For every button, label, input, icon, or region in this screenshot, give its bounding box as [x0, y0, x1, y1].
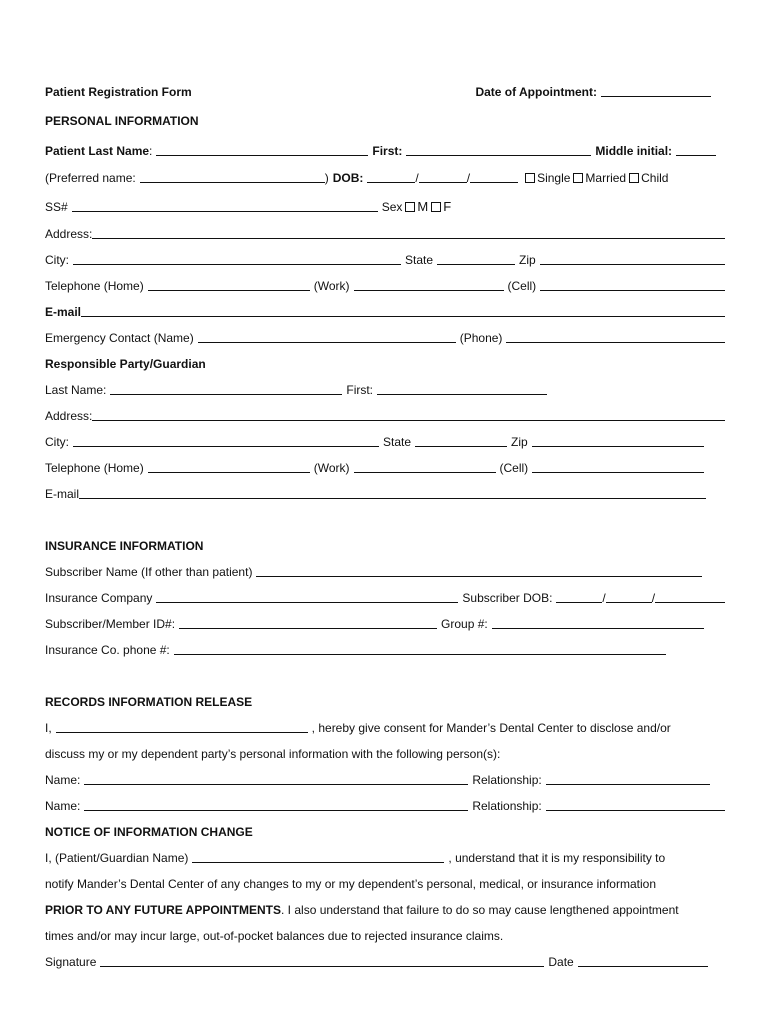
patient-city-row: [45, 250, 725, 268]
notice-guardian-row: [45, 848, 725, 866]
consent-row: [45, 718, 725, 736]
signature-label: Signature: [45, 955, 97, 969]
insurance-company-field[interactable]: [156, 602, 458, 603]
subscriber-name-row: [45, 562, 725, 580]
guardian-work-phone-field[interactable]: [354, 472, 496, 473]
paren-close-text: ): [324, 171, 329, 185]
insurance-heading: INSURANCE INFORMATION: [45, 539, 204, 553]
notice-understand-text: , understand that it is my responsibility to: [448, 851, 666, 865]
guardian-city-field[interactable]: [73, 446, 379, 447]
sex-male-checkbox[interactable]: [405, 202, 415, 212]
guardian-home-phone-label: Telephone (Home): [45, 461, 144, 475]
slash-text: /: [415, 171, 419, 185]
guardian-name-row: [45, 380, 725, 398]
dob-day-field[interactable]: [419, 182, 467, 183]
sex-male-label: M: [417, 199, 429, 214]
consent-name-field[interactable]: [56, 732, 308, 733]
group-number-field[interactable]: [492, 628, 704, 629]
guardian-cell-phone-label: (Cell): [499, 461, 529, 475]
patient-home-phone-label: Telephone (Home): [45, 279, 144, 293]
patient-zip-field[interactable]: [540, 264, 725, 265]
patient-zip-label: Zip: [519, 253, 536, 267]
release-relationship-2-field[interactable]: [546, 810, 725, 811]
guardian-zip-label: Zip: [511, 435, 528, 449]
consent-text: , hereby give consent for Mander’s Dental Center to disclose and/or: [311, 721, 671, 735]
signature-date-label: Date: [548, 955, 574, 969]
guardian-address-row: [45, 406, 725, 424]
ss-label: SS#: [45, 200, 68, 214]
guardian-phone-row: [45, 458, 725, 476]
guardian-heading: Responsible Party/Guardian: [45, 357, 206, 371]
guardian-address-field[interactable]: [92, 420, 725, 421]
records-heading-row: [45, 692, 725, 710]
guardian-email-field[interactable]: [79, 498, 706, 499]
slash-text: /: [466, 171, 471, 185]
patient-city-label: City:: [45, 253, 69, 267]
guardian-state-field[interactable]: [415, 446, 507, 447]
subscriber-dob-day-field[interactable]: [606, 602, 652, 603]
form-header: [45, 82, 725, 100]
insurance-company-row: [45, 588, 725, 606]
sex-female-checkbox[interactable]: [431, 202, 441, 212]
notice-line3-row: [45, 900, 725, 918]
release-relationship-1-label: Relationship:: [472, 773, 542, 787]
patient-work-phone-label: (Work): [313, 279, 350, 293]
patient-address-field[interactable]: [92, 238, 725, 239]
guardian-city-row: [45, 432, 725, 450]
release-relationship-2-label: Relationship:: [472, 799, 542, 813]
patient-home-phone-field[interactable]: [148, 290, 310, 291]
guardian-zip-field[interactable]: [532, 446, 704, 447]
sex-label: Sex: [381, 200, 403, 214]
subscriber-dob-year-field[interactable]: [655, 602, 725, 603]
personal-info-heading: PERSONAL INFORMATION: [45, 114, 199, 128]
personal-info-heading-row: [45, 111, 725, 129]
insurance-phone-label: Insurance Co. phone #:: [45, 643, 170, 657]
release-name-1-field[interactable]: [84, 784, 468, 785]
notice-heading: NOTICE OF INFORMATION CHANGE: [45, 825, 253, 839]
appointment-date-label: Date of Appointment:: [475, 85, 597, 99]
patient-last-name-label: Patient Last Name: [45, 144, 150, 158]
guardian-city-label: City:: [45, 435, 69, 449]
emergency-contact-label: Emergency Contact (Name): [45, 331, 194, 345]
subscriber-dob-label: Subscriber DOB:: [462, 591, 553, 605]
ss-field[interactable]: [72, 211, 378, 212]
notice-heading-row: [45, 822, 725, 840]
colon-text: :: [149, 144, 153, 158]
married-label: Married: [585, 171, 627, 185]
married-checkbox[interactable]: [573, 173, 583, 183]
patient-email-row: [45, 302, 725, 320]
patient-first-name-field[interactable]: [406, 155, 591, 156]
release-name-2-field[interactable]: [84, 810, 468, 811]
emergency-contact-name-field[interactable]: [198, 342, 456, 343]
subscriber-dob-month-field[interactable]: [556, 602, 602, 603]
guardian-work-phone-label: (Work): [313, 461, 350, 475]
guardian-address-label: Address:: [45, 409, 93, 423]
sex-female-label: F: [443, 199, 452, 214]
preferred-dob-row: [45, 168, 725, 186]
insurance-phone-field[interactable]: [174, 654, 666, 655]
signature-row: [45, 952, 725, 970]
preferred-name-field[interactable]: [140, 182, 325, 183]
emergency-phone-field[interactable]: [506, 342, 725, 343]
release-name-1-label: Name:: [45, 773, 81, 787]
dob-label: DOB:: [332, 171, 364, 185]
guardian-home-phone-field[interactable]: [148, 472, 310, 473]
consent-line2-row: [45, 744, 725, 762]
guardian-email-label: E-mail: [45, 487, 80, 501]
patient-middle-initial-field[interactable]: [676, 155, 716, 156]
insurance-heading-row: [45, 536, 725, 554]
patient-cell-phone-field[interactable]: [540, 290, 725, 291]
notice-line2-row: [45, 874, 725, 892]
records-heading: RECORDS INFORMATION RELEASE: [45, 695, 253, 709]
consent-prefix: I,: [45, 721, 52, 735]
patient-name-row: [45, 141, 725, 159]
guardian-state-label: State: [383, 435, 412, 449]
notice-line4: times and/or may incur large, out-of-pocket balances due to rejected insurance claims.: [45, 929, 504, 943]
guardian-first-name-field[interactable]: [377, 394, 547, 395]
notice-line3-rest: . I also understand that failure to do so may cause lengthened appointment: [281, 903, 679, 917]
release-relationship-1-field[interactable]: [546, 784, 710, 785]
guardian-heading-row: [45, 354, 725, 372]
dob-year-field[interactable]: [470, 182, 518, 183]
insurance-phone-row: [45, 640, 725, 658]
emergency-contact-row: [45, 328, 725, 346]
consent-line2: discuss my or my dependent party’s personal information with the following person(s):: [45, 747, 501, 761]
appointment-date-field[interactable]: [601, 96, 711, 97]
member-id-label: Subscriber/Member ID#:: [45, 617, 176, 631]
insurance-company-label: Insurance Company: [45, 591, 153, 605]
dob-month-field[interactable]: [367, 182, 415, 183]
patient-first-label: First:: [372, 144, 403, 158]
patient-state-label: State: [405, 253, 434, 267]
release-person-2-row: [45, 796, 725, 814]
notice-guardian-label: I, (Patient/Guardian Name): [45, 851, 189, 865]
patient-middle-initial-label: Middle initial:: [595, 144, 673, 158]
guardian-last-name-label: Last Name:: [45, 383, 107, 397]
single-checkbox[interactable]: [525, 173, 535, 183]
child-label: Child: [641, 171, 669, 185]
patient-work-phone-field[interactable]: [354, 290, 504, 291]
signature-field[interactable]: [100, 966, 544, 967]
form-title: Patient Registration Form: [45, 85, 192, 99]
single-label: Single: [537, 171, 571, 185]
member-id-field[interactable]: [179, 628, 437, 629]
slash-text: /: [602, 591, 606, 605]
child-checkbox[interactable]: [629, 173, 639, 183]
notice-line2: notify Mander’s Dental Center of any changes to my or my dependent’s personal, medical, or insurance information: [45, 877, 656, 891]
ss-sex-row: [45, 197, 725, 215]
patient-cell-phone-label: (Cell): [507, 279, 537, 293]
guardian-first-label: First:: [346, 383, 374, 397]
group-number-label: Group #:: [441, 617, 488, 631]
patient-email-label: E-mail: [45, 305, 82, 319]
notice-guardian-name-field[interactable]: [192, 862, 444, 863]
patient-state-field[interactable]: [437, 264, 515, 265]
guardian-email-row: [45, 484, 725, 502]
subscriber-name-field[interactable]: [256, 576, 702, 577]
notice-line3-bold: PRIOR TO ANY FUTURE APPOINTMENTS: [45, 903, 282, 917]
subscriber-name-label: Subscriber Name (If other than patient): [45, 565, 253, 579]
patient-city-field[interactable]: [73, 264, 401, 265]
patient-phone-row: [45, 276, 725, 294]
patient-address-row: [45, 224, 725, 242]
emergency-phone-label: (Phone): [459, 331, 503, 345]
slash-text: /: [651, 591, 656, 605]
signature-date-field[interactable]: [578, 966, 708, 967]
preferred-name-label: (Preferred name:: [45, 171, 136, 185]
guardian-cell-phone-field[interactable]: [532, 472, 704, 473]
patient-email-field[interactable]: [81, 316, 725, 317]
member-id-row: [45, 614, 725, 632]
release-person-1-row: [45, 770, 725, 788]
guardian-last-name-field[interactable]: [110, 394, 342, 395]
patient-address-label: Address:: [45, 227, 93, 241]
release-name-2-label: Name:: [45, 799, 81, 813]
patient-last-name-field[interactable]: [156, 155, 368, 156]
notice-line4-row: [45, 926, 725, 944]
